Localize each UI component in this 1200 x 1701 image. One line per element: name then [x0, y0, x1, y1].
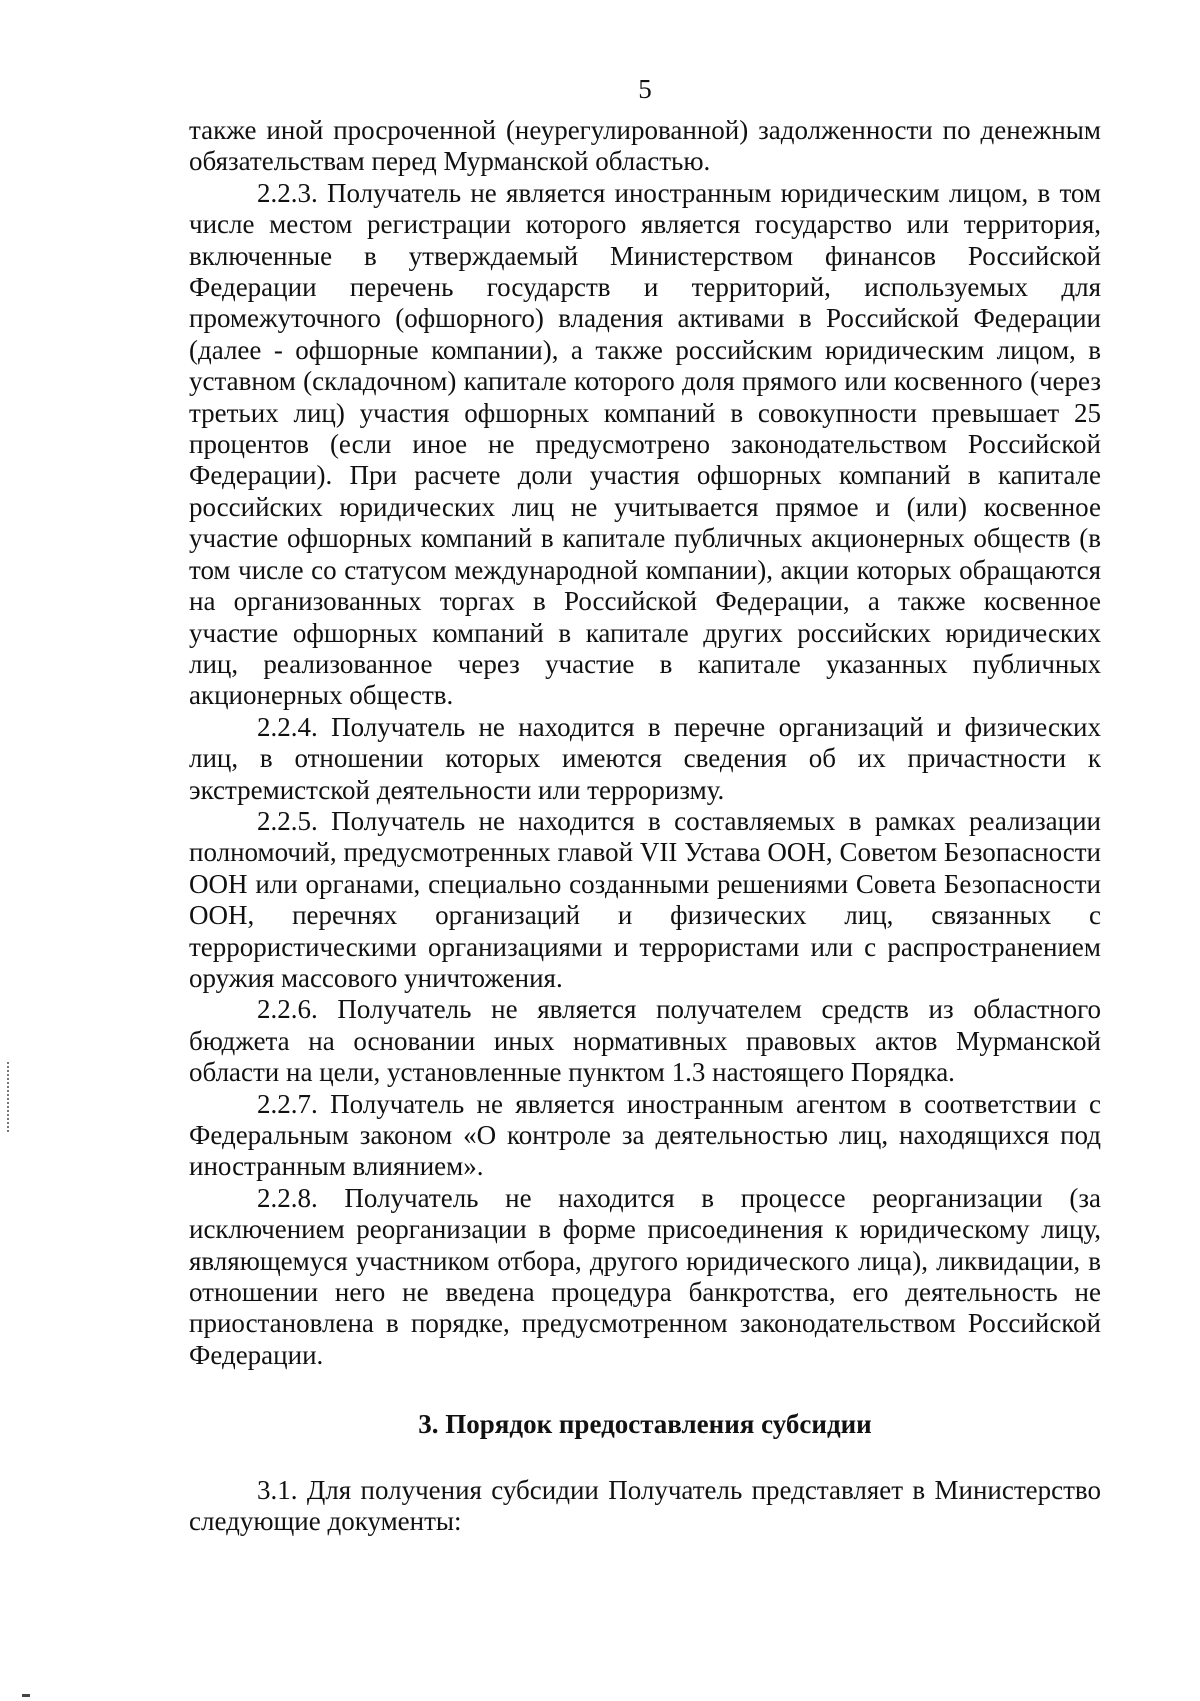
paragraph-2-2-8: 2.2.8. Получатель не находится в процессе реорганизации (за исключением реорганизации в форме присоединения к юридическому лицу, являющемуся участником отбора, другого юридического лица), ликвидации, в отношении него не введена процедура банкротства, его деятельность не приостановлена в порядке, предусмотренном законодательством Российской Федерации. — [189, 1182, 1101, 1370]
paragraph-2-2-4: 2.2.4. Получатель не находится в перечне организаций и физических лиц, в отношении которых имеются сведения об их причастности к экстремистской деятельности или терроризму. — [189, 711, 1101, 805]
section-heading: 3. Порядок предоставления субсидии — [418, 1409, 872, 1440]
paragraph-continuation: также иной просроченной (неурегулированной) задолженности по денежным обязательствам перед Мурманской областью. — [189, 115, 1101, 177]
paragraph-2-2-6: 2.2.6. Получатель не является получателем средств из областного бюджета на основании иных нормативных правовых актов Мурманской области на цели, установленные пунктом 1.3 настоящего Порядка. — [189, 994, 1101, 1088]
document-page — [189, 74, 1101, 1537]
paragraph-2-2-7: 2.2.7. Получатель не является иностранным агентом в соответствии с Федеральным законом «О контроле за деятельностью лиц, находящихся под иностранным влиянием». — [189, 1088, 1101, 1182]
paragraph-2-2-3: 2.2.3. Получатель не является иностранным юридическим лицом, в том числе местом регистрации которого является государство или территория, включенные в утверждаемый Министерством финансов Российской Федерации перечень государств и территорий, используемых для промежуточного (офшорного) владения активами в Российской Федерации (далее - офшорные компании), а также российским юридическим лицом, в уставном (складочном) капитале которого доля прямого или косвенного (через третьих лиц) участия офшорных компаний в совокупности превышает 25 процентов (если иное не предусмотрено законодательством Российской Федерации). При расчете доли участия офшорных компаний в капитале российских юридических лиц не учитывается прямое и (или) косвенное участие офшорных компаний в капитале публичных акционерных обществ (в том числе со статусом международной компании), акции которых обращаются на организованных торгах в Российской Федерации, а также косвенное участие офшорных компаний в капитале других российских юридических лиц, реализованное через участие в капитале указанных публичных акционерных обществ. — [189, 177, 1101, 711]
page-number: 5 — [638, 74, 652, 104]
paragraph-2-2-5: 2.2.5. Получатель не находится в составляемых в рамках реализации полномочий, предусмотренных главой VII Устава ООН, Советом Безопасности ООН или органами, специально созданными решениями Совета Безопасности ООН, перечнях организаций и физических лиц, связанных с террористическими организациями и террористами или с распространением оружия массового уничтожения. — [189, 805, 1101, 993]
scan-artifact-dot — [22, 1694, 30, 1697]
scan-artifact-mark — [7, 1062, 10, 1132]
paragraph-3-1: 3.1. Для получения субсидии Получатель представляет в Министерство следующие документы: — [189, 1474, 1101, 1537]
